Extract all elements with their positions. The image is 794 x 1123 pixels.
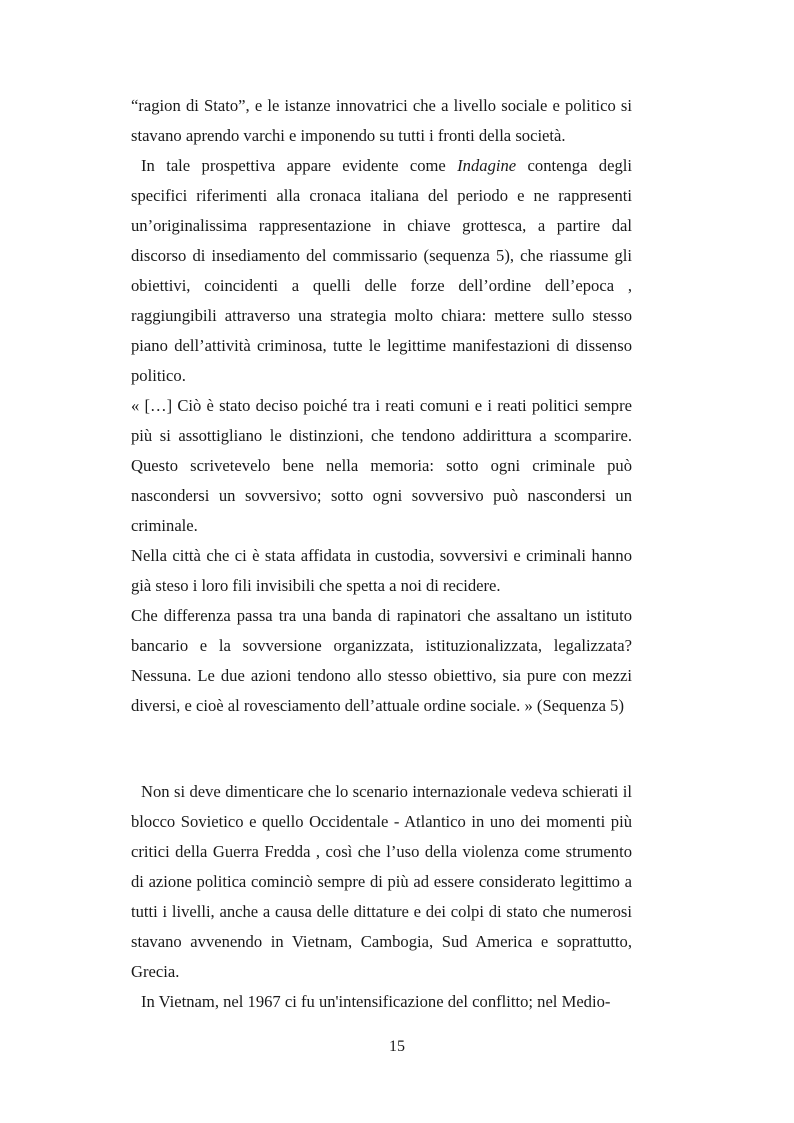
paragraph-indagine-rest: contenga degli specifici riferimenti alla cronaca italiana del periodo e ne rappresenti un’originalissima rappresentazione in chiave grottesca, a partire dal discorso di insediamento del commissario (sequenza 5), che riassume gli obiettivi, coincidenti a quelli delle forze dell’ordine dell’epoca , raggiungibili attraverso una strategia molto chiara: mettere sullo stesso piano dell’attività criminosa, tutte le legittime manifestazioni di dissenso politico. [131,156,632,385]
paragraph-ragion-di-stato: “ragion di Stato”, e le istanze innovatrici che a livello sociale e politico si stavano aprendo varchi e imponendo su tutti i fronti della società. [131,96,632,145]
film-title-indagine: Indagine [457,156,517,175]
quote-paragraph-1: « […] Ciò è stato deciso poiché tra i reati comuni e i reati politici sempre più si assottigliano le distinzioni, che tendono addirittura a scomparire. Questo scrivetevelo bene nella memoria: sotto ogni criminale può nascondersi un sovversivo; sotto ogni sovversivo può nascondersi un criminale. [131,396,632,535]
page-number: 15 [389,1038,405,1055]
body-text-lower [131,777,632,1017]
paragraph-vietnam: In Vietnam, nel 1967 ci fu un'intensificazione del conflitto; nel Medio- [141,992,611,1011]
paragraph-guerra-fredda: Non si deve dimenticare che lo scenario internazionale vedeva schierati il blocco Sovietico e quello Occidentale - Atlantico in uno dei momenti più critici della Guerra Fredda , così che l’uso della violenza come strumento di azione politica cominciò sempre di più ad essere considerato legittimo a tutti i livelli, anche a causa delle dittature e dei colpi di stato che numerosi stavano avvenendo in Vietnam, Cambogia, Sud America e soprattutto, Grecia. [131,782,632,981]
quote-paragraph-2: Nella città che ci è stata affidata in custodia, sovversivi e criminali hanno già steso i loro fili invisibili che spetta a noi di recidere. [131,546,632,595]
quote-paragraph-3: Che differenza passa tra una banda di rapinatori che assaltano un istituto bancario e la sovversione organizzata, istituzionalizzata, legalizzata? Nessuna. Le due azioni tendono allo stesso obiettivo, sia pure con mezzi diversi, e cioè al rovesciamento dell’attuale ordine sociale. » (Sequenza 5) [131,606,632,715]
paragraph-indagine [131,151,632,391]
body-text-upper [131,91,632,721]
paragraph-indagine-start: In tale prospettiva appare evidente come [141,156,458,175]
